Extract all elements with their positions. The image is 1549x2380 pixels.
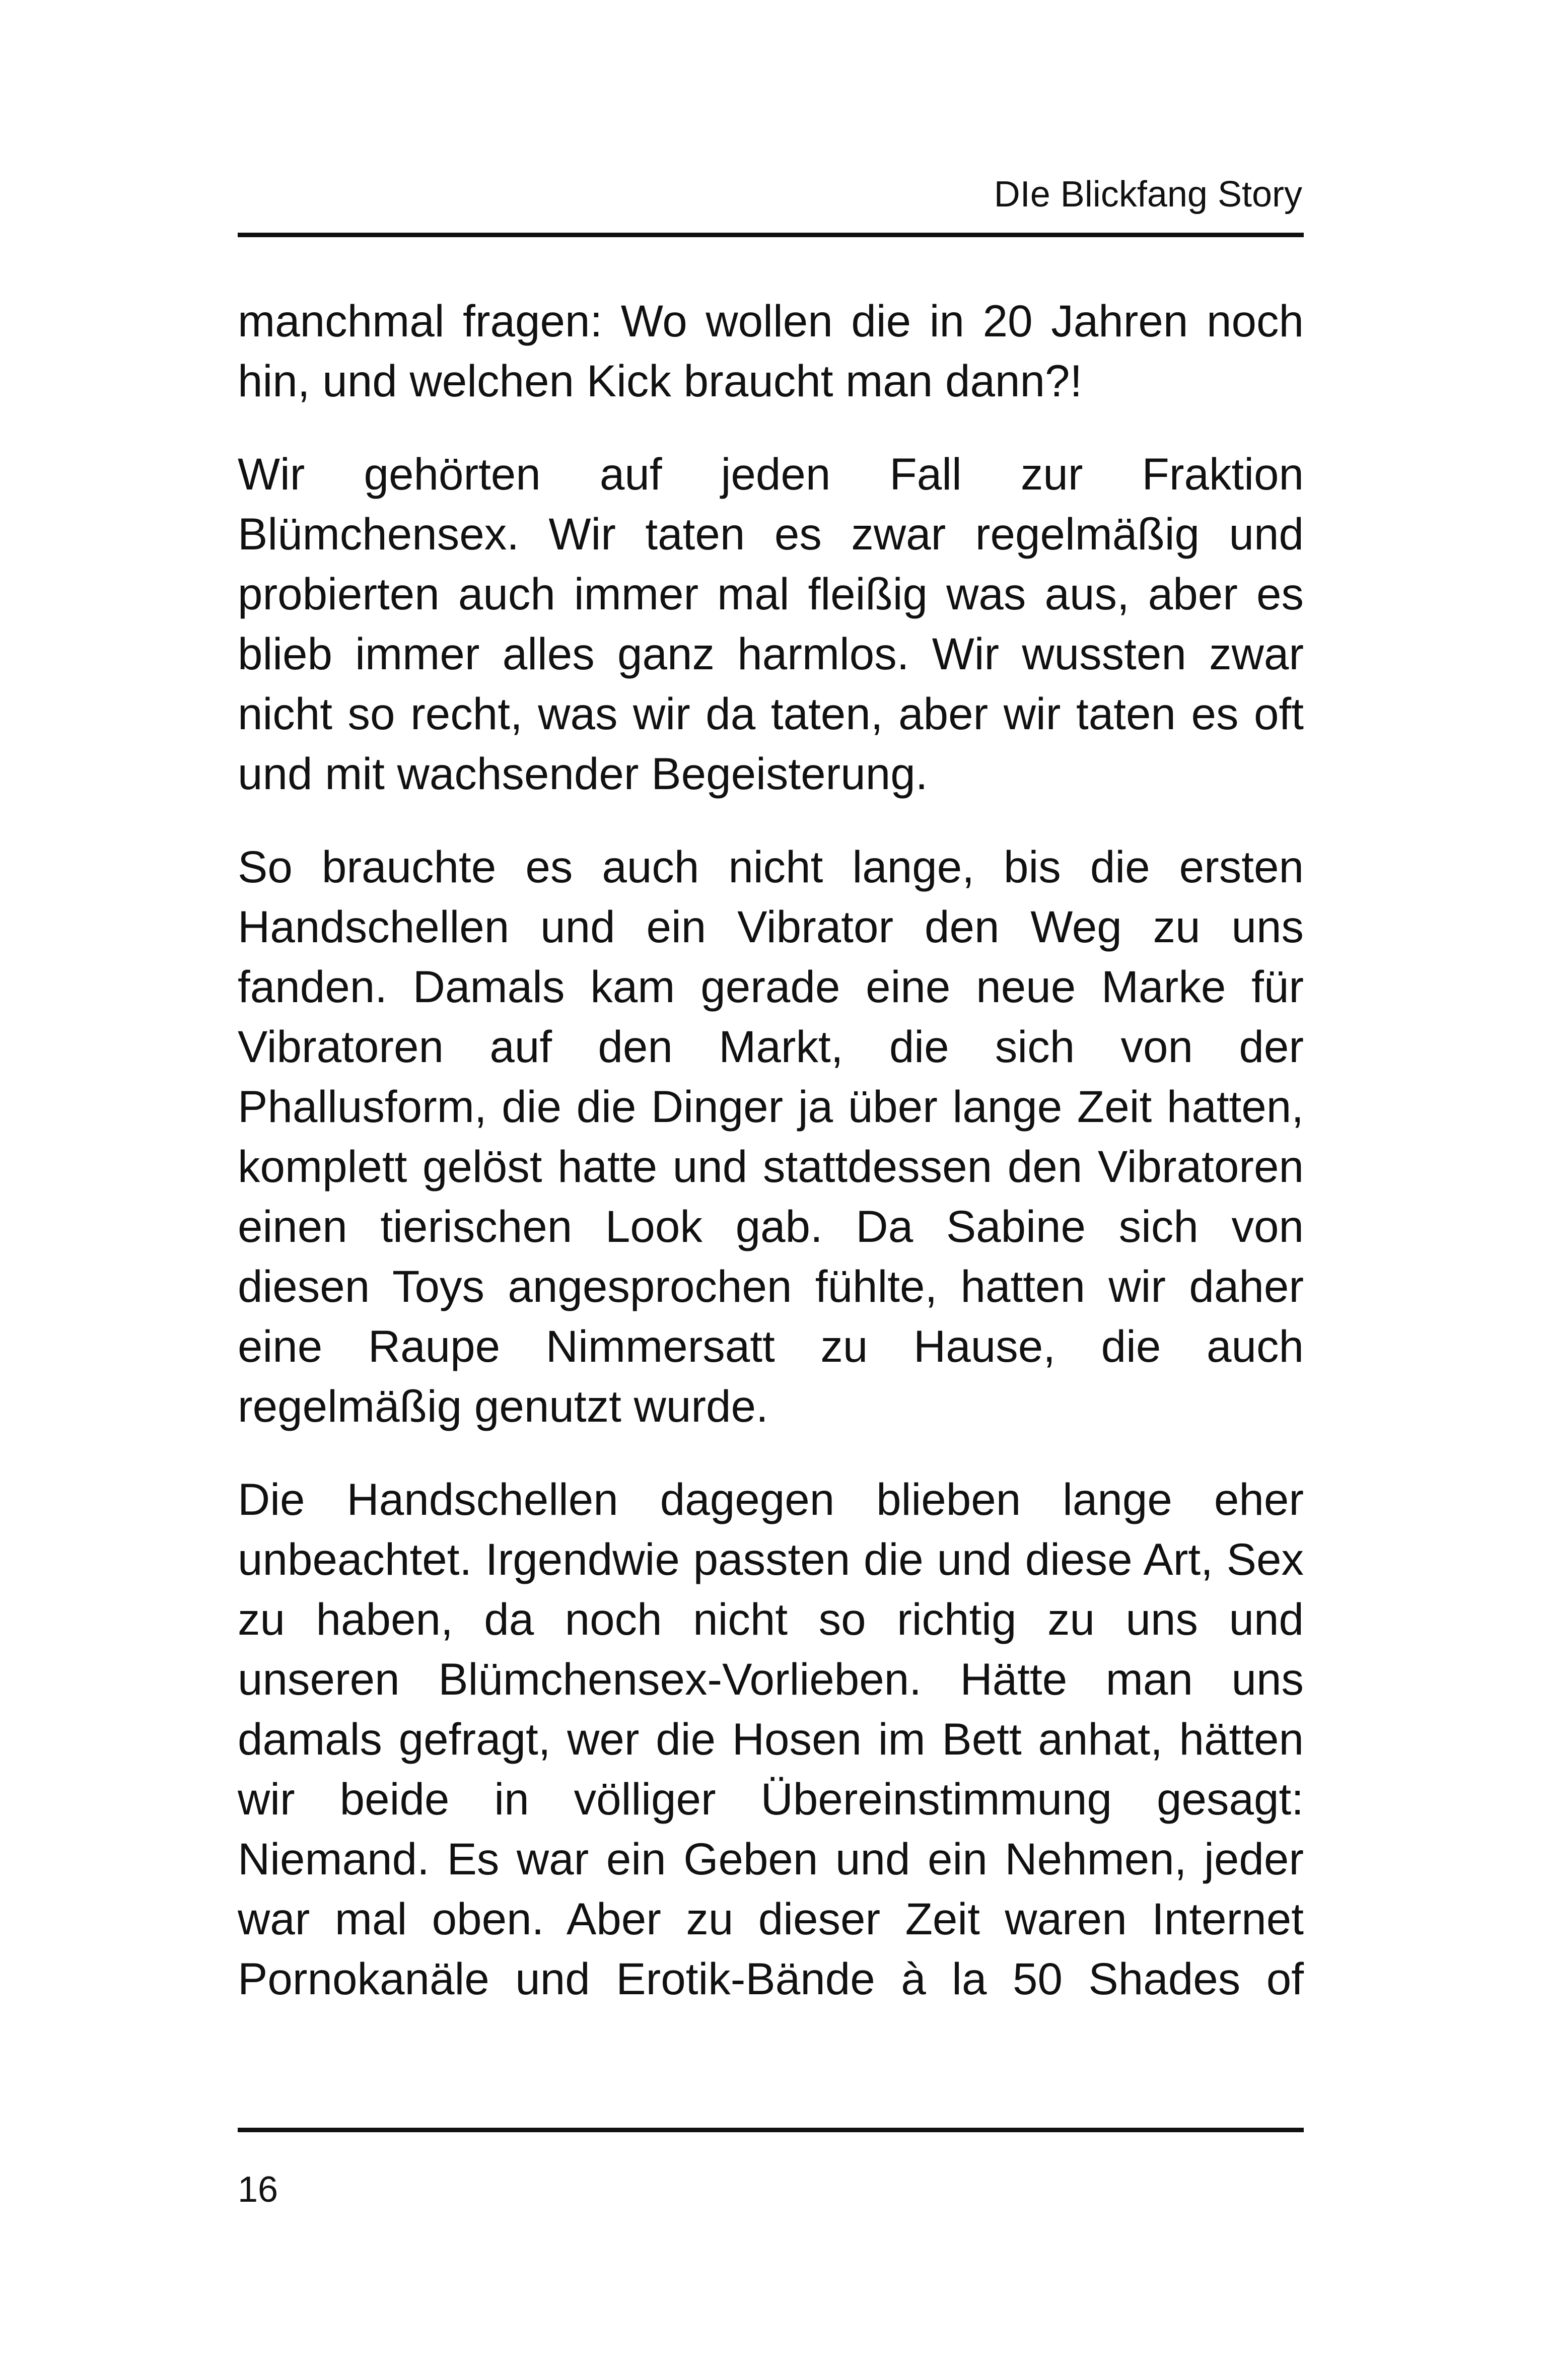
page-number: 16 <box>238 2169 278 2210</box>
header-rule <box>238 233 1304 237</box>
page-body <box>238 291 1304 2042</box>
paragraph-4: Die Handschellen dagegen blieben lange eher unbeachtet. Irgendwie passten die und diese Art, Sex zu haben, da noch nicht so richtig zu uns und unseren Blümchensex-Vorlieben. Hätte man uns damals gefragt, wer die Hosen im Bett anhat, hätten wir beide in völliger Übereinstimmung gesagt: Niemand. Es war ein Geben und ein Nehmen, jeder war mal oben. Aber zu dieser Zeit waren Internet Pornokanäle und Erotik-Bände à la 50 Shades of <box>238 1474 1304 2004</box>
paragraph-1: manchmal fragen: Wo wollen die in 20 Jahren noch hin, und welchen Kick braucht man dann?! <box>238 296 1304 406</box>
paragraph-2: Wir gehörten auf jeden Fall zur Fraktion Blümchensex. Wir taten es zwar regelmäßig und probierten auch immer mal fleißig was aus, aber es blieb immer alles ganz harmlos. Wir wussten zwar nicht so recht, was wir da taten, aber wir taten es oft und mit wachsender Begeisterung. <box>238 449 1304 799</box>
paragraph-3: So brauchte es auch nicht lange, bis die ersten Handschellen und ein Vibrator den Weg zu uns fanden. Damals kam gerade eine neue Marke für Vibratoren auf den Markt, die sich von der Phallusform, die die Dinger ja über lange Zeit hatten, komplett gelöst hatte und stattdessen den Vibratoren einen tierischen Look gab. Da Sabine sich von diesen Toys angesprochen fühlte, hatten wir daher eine Raupe Nimmersatt zu Hause, die auch regelmäßig genutzt wurde. <box>238 842 1304 1431</box>
footer-rule <box>238 2128 1304 2132</box>
running-head-title: DIe Blickfang Story <box>994 174 1302 215</box>
